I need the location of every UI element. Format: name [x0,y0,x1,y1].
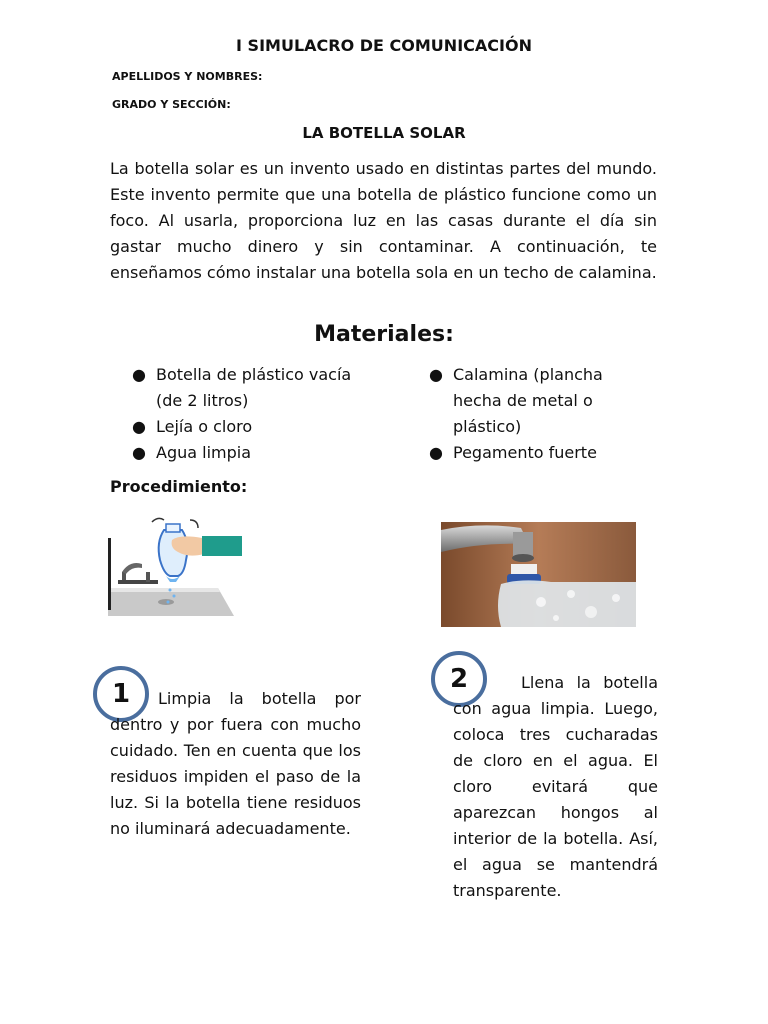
article-title: LA BOTELLA SOLAR [302,124,466,142]
faucet-filling-bottle-photo [441,522,636,627]
bullet-icon: ● [132,365,146,384]
list-item: ● Lejía o cloro [110,414,372,440]
materials-list-right [407,362,627,466]
procedure-heading: Procedimiento: [110,477,248,496]
step-1-text: Limpia la botella por dentro y por fuera con mucho cuidado. Ten en cuenta que los residuos impiden el paso de la luz. Si la botella tiene residuos no iluminará adecuadamente. [110,689,361,838]
bullet-icon: ● [132,443,146,462]
grade-field-label: GRADO Y SECCIÓN: [112,98,231,111]
materials-list-left [110,362,372,466]
list-item: ● Pegamento fuerte [407,440,627,466]
list-item: ● Botella de plástico vacía (de 2 litros) [110,362,372,414]
document-title: I SIMULACRO DE COMUNICACIÓN [236,36,532,55]
list-item: ● Calamina (plancha hecha de metal o plástico) [407,362,627,440]
bullet-icon: ● [429,443,443,462]
materials-heading: Materiales: [314,322,454,347]
hand-washing-bottle-illustration [108,516,244,620]
step-1-number: 1 [111,679,131,709]
bullet-icon: ● [429,365,443,384]
step-2-text: Llena la botella con agua limpia. Luego, coloca tres cucharadas de cloro en el agua. El cloro evitará que aparezcan hongos al interior de la botella. Así, el agua se mantendrá transparente. [453,673,658,900]
bullet-icon: ● [132,417,146,436]
intro-paragraph: La botella solar es un invento usado en distintas partes del mundo. Este invento permite que una botella de plástico funcione como un foco. Al usarla, proporciona luz en las casas durante el día sin gastar mucho dinero y sin contaminar. A continuación, te enseñamos cómo instalar una botella sola en un techo de calamina. [110,159,657,282]
names-field-label: APELLIDOS Y NOMBRES: [112,70,263,83]
step-2-number: 2 [449,664,469,694]
list-item: ● Agua limpia [110,440,372,466]
